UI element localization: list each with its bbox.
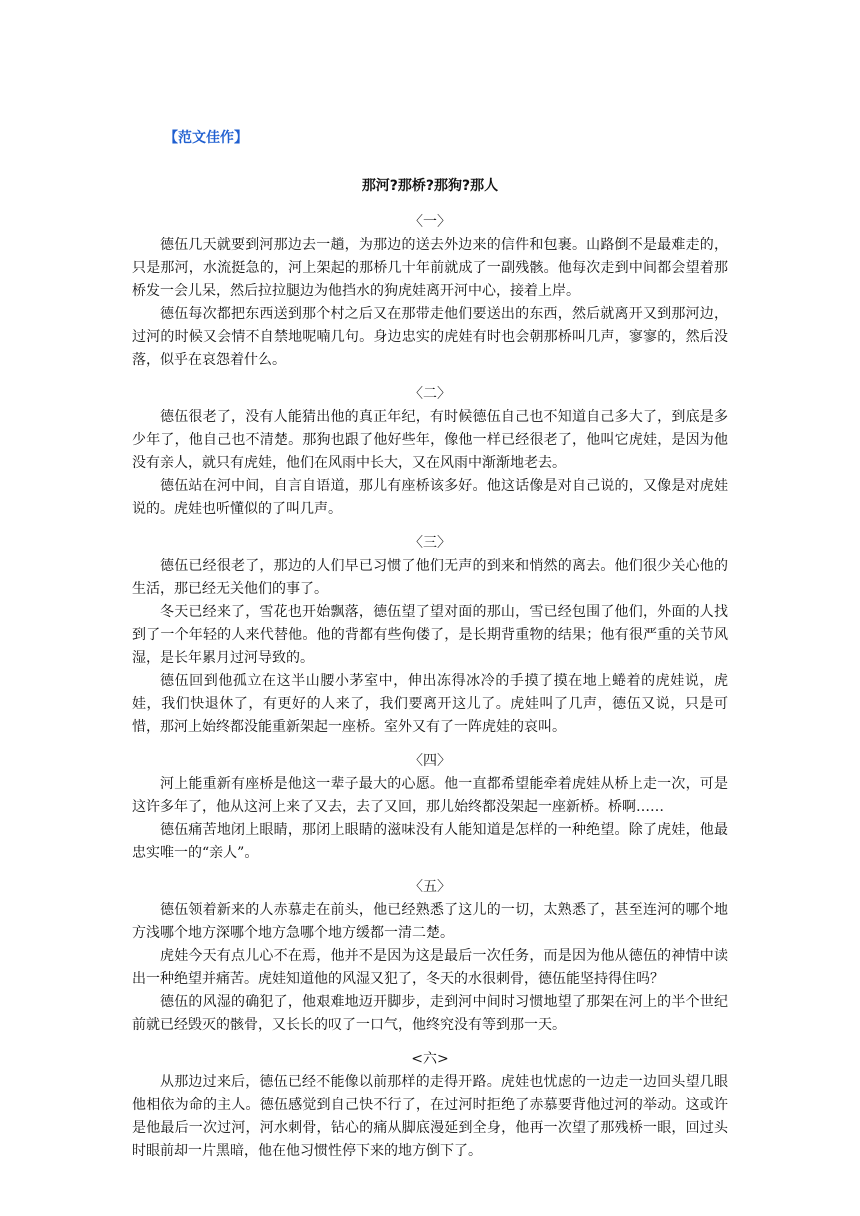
section-heading: 〈五〉: [409, 879, 451, 895]
section-heading: 〈三〉: [409, 535, 451, 551]
section-heading: 〈一〉: [409, 214, 451, 230]
essay-title: 那河?那桥?那狗?那人: [361, 178, 499, 194]
essay-section-3: [132, 531, 728, 739]
paragraph: 德伍回到他孤立在这半山腰小茅室中，伸出冻得冰冷的手摸了摸在地上蜷着的虎娃说，虎娃，我们快退休了，有更好的人来了，我们要离开这儿了。虎娃叫了几声，德伍又说，只是可惜，那河上始终都没能重新架起一座桥。室外又有了一阵虎娃的哀叫。: [132, 673, 728, 735]
paragraph: 德伍很老了，没有人能猜出他的真正年纪，有时候德伍自己也不知道自己多大了，到底是多少年了，他自己也不清楚。那狗也跟了他好些年，像他一样已经很老了，他叫它虎娃，是因为他没有亲人，就只有虎娃，他们在风雨中长大，又在风雨中渐渐地老去。: [132, 409, 728, 471]
paragraph: 德伍站在河中间，自言自语道，那儿有座桥该多好。他这话像是对自己说的，又像是对虎娃说的。虎娃也听懂似的了叫几声。: [132, 478, 728, 517]
section-tag: 【范文佳作】: [164, 130, 248, 146]
essay-section-6: [132, 1047, 728, 1163]
paragraph: 德伍痛苦地闭上眼睛，那闭上眼睛的滋味没有人能知道是怎样的一种绝望。除了虎娃，他最忠实唯一的“亲人”。: [132, 822, 728, 861]
essay-section-1: [132, 210, 728, 372]
section-heading: 〈二〉: [409, 386, 451, 402]
paragraph: 德伍的风湿的确犯了，他艰难地迈开脚步，走到河中间时习惯地望了那架在河上的半个世纪前就已经毁灭的骸骨，又长长的叹了一口气，他终究没有等到那一天。: [132, 994, 728, 1033]
paragraph: 德伍领着新来的人赤慕走在前头，他已经熟悉了这儿的一切，太熟悉了，甚至连河的哪个地方浅哪个地方深哪个地方急哪个地方缓都一清二楚。: [132, 902, 728, 941]
essay-section-5: [132, 875, 728, 1037]
section-heading: 〈四〉: [409, 753, 451, 769]
paragraph: 从那边过来后，德伍已经不能像以前那样的走得开路。虎娃也忧虑的一边走一边回头望几眼他相依为命的主人。德伍感觉到自己快不行了，在过河时拒绝了赤慕要背他过河的举动。这或许是他最后一次过河，河水刺骨，钻心的痛从脚底漫延到全身，他再一次望了那残桥一眼，回过头时眼前却一片黑暗，他在他习惯性停下来的地方倒下了。: [132, 1074, 728, 1159]
essay-section-4: [132, 749, 728, 865]
paragraph: 河上能重新有座桥是他这一辈子最大的心愿。他一直都希望能牵着虎娃从桥上走一次，可是这许多年了，他从这河上来了又去，去了又回，那儿始终都没架起一座新桥。桥啊……: [132, 776, 728, 815]
paragraph: 虎娃今天有点儿心不在焉，他并不是因为这是最后一次任务，而是因为他从德伍的神情中读出一种绝望并痛苦。虎娃知道他的风湿又犯了，冬天的水很刺骨，德伍能坚持得住吗？: [132, 948, 728, 987]
paragraph: 冬天已经来了，雪花也开始飘落，德伍望了望对面的那山，雪已经包围了他们，外面的人找到了一个年轻的人来代替他。他的背都有些佝偻了，是长期背重物的结果；他有很严重的关节风湿，是长年累月过河导致的。: [132, 604, 728, 666]
paragraph: 德伍几天就要到河那边去一趟，为那边的送去外边来的信件和包裹。山路倒不是最难走的，只是那河，水流挺急的，河上架起的那桥几十年前就成了一副残骸。他每次走到中间都会望着那桥发一会儿呆，然后拉拉腿边为他挡水的狗虎娃离开河中心，接着上岸。: [132, 237, 728, 299]
paragraph: 德伍已经很老了，那边的人们早已习惯了他们无声的到来和悄然的离去。他们很少关心他的生活，那已经无关他们的事了。: [132, 558, 728, 597]
section-heading: <六>: [411, 1051, 449, 1067]
paragraph: 德伍每次都把东西送到那个村之后又在那带走他们要送出的东西，然后就离开又到那河边，过河的时候又会情不自禁地呢喃几句。身边忠实的虎娃有时也会朝那桥叫几声，寥寥的，然后没落，似乎在哀怨着什么。: [132, 306, 728, 368]
document-page: [132, 126, 728, 1163]
essay-section-2: [132, 382, 728, 521]
